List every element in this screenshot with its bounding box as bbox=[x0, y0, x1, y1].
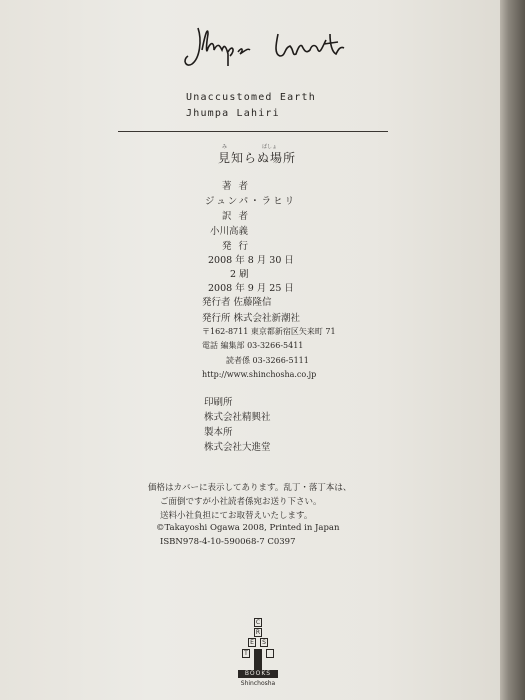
logo-letter: S bbox=[260, 638, 268, 647]
translator-name: 小川高義 bbox=[210, 226, 249, 237]
divider-line bbox=[118, 131, 388, 132]
logo-letter: C bbox=[255, 619, 261, 626]
page-edge bbox=[500, 0, 525, 700]
signature-text: Jhumpa Lahiri bbox=[180, 74, 188, 75]
ruby-mi: み bbox=[222, 144, 228, 150]
printing-date: 2008 年 9 月 25 日 bbox=[208, 283, 294, 294]
copyright-line: ©Takayoshi Ogawa 2008, Printed in Japan bbox=[156, 523, 340, 533]
author-name: ジュンパ・ラヒリ bbox=[205, 196, 297, 207]
printer-name: 株式会社精興社 bbox=[204, 412, 271, 423]
logo-block bbox=[254, 649, 262, 670]
phone-reader: 読者係 03-3266-5111 bbox=[226, 356, 309, 365]
issue-label: 発 行 bbox=[222, 241, 251, 252]
phone-editorial: 電話 編集部 03-3266-5411 bbox=[202, 341, 304, 350]
translator-label: 訳 者 bbox=[222, 211, 251, 222]
binder-label: 製本所 bbox=[204, 427, 233, 438]
english-title: Unaccustomed Earth bbox=[186, 92, 316, 103]
publisher-person: 発行者 佐藤隆信 bbox=[202, 297, 272, 308]
logo-letter: E bbox=[248, 638, 256, 647]
note-line-2: ご面倒ですが小社読者係宛お送り下さい。 bbox=[160, 497, 322, 507]
japanese-title: 見知らぬ場所 bbox=[218, 151, 297, 165]
crest-books-logo bbox=[236, 618, 280, 690]
ruby-basho: ばしょ bbox=[262, 144, 278, 150]
publisher-company: 発行所 株式会社新潮社 bbox=[202, 313, 301, 324]
note-line-1: 価格はカバーに表示してあります。乱丁・落丁本は、 bbox=[148, 483, 352, 493]
logo-books-text: BOOKS bbox=[238, 670, 278, 678]
logo-letter: T bbox=[242, 649, 250, 658]
publisher-address: 〒162-8711 東京都新宿区矢来町 71 bbox=[202, 327, 336, 336]
logo-publisher-text: Shinchosha bbox=[240, 680, 276, 687]
logo-block bbox=[266, 649, 274, 658]
publisher-url: http://www.shinchosha.co.jp bbox=[202, 370, 317, 379]
logo-letter: R bbox=[255, 629, 261, 636]
note-line-3: 送料小社負担にてお取替えいたします。 bbox=[160, 511, 313, 521]
isbn-line: ISBN978-4-10-590068-7 C0397 bbox=[160, 537, 296, 547]
binder-name: 株式会社大進堂 bbox=[204, 442, 271, 453]
author-label: 著 者 bbox=[222, 181, 251, 192]
printer-label: 印刷所 bbox=[204, 397, 233, 408]
english-author: Jhumpa Lahiri bbox=[186, 108, 280, 119]
issue-date: 2008 年 8 月 30 日 bbox=[208, 255, 294, 266]
author-signature bbox=[180, 20, 355, 75]
printing-label: 2 刷 bbox=[230, 269, 249, 280]
